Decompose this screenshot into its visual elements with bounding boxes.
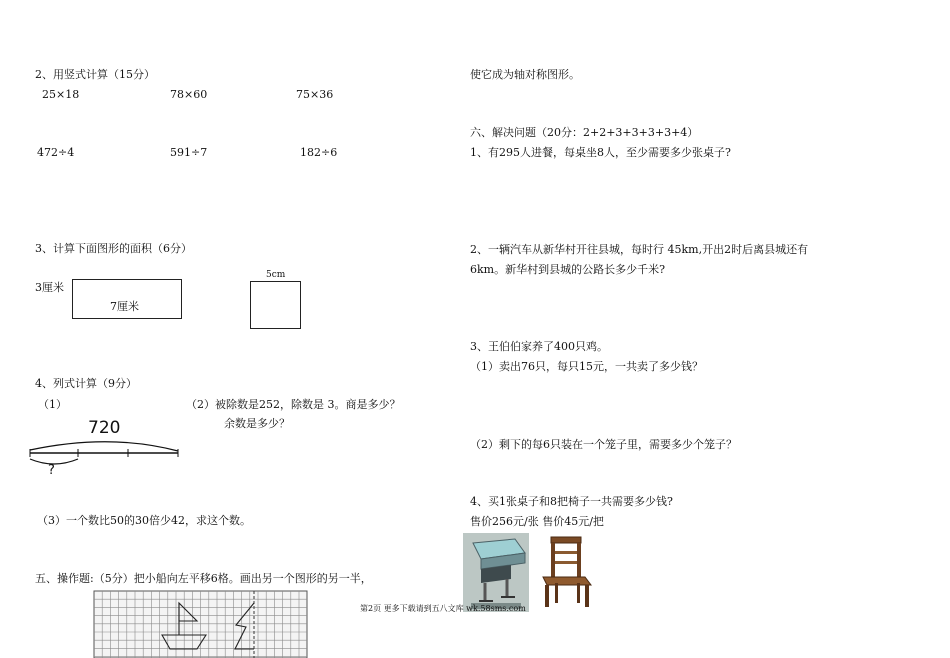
rect-height-label: 3厘米 [35, 281, 64, 294]
calc-2: 78×60 [170, 88, 208, 101]
q5-continuation: 使它成为轴对称图形。 [470, 68, 580, 81]
grid-figure [94, 591, 308, 658]
q3-title: 3、计算下面图形的面积（6分） [35, 242, 192, 255]
problem-2-line1: 2、一辆汽车从新华村开往县城，每时行 45km,开出2时后离县城还有 [470, 243, 809, 256]
chair-image [529, 535, 603, 609]
problem-3-title: 3、王伯伯家养了400只鸡。 [470, 340, 608, 353]
desk-image [463, 533, 529, 612]
square-side-label: 5cm [266, 270, 286, 280]
problem-2-line2: 6km。新华村到县城的公路长多少千米? [470, 263, 665, 276]
diagram-total-label: 720 [88, 418, 121, 438]
q4-part2-line2: 余数是多少？ [224, 417, 290, 430]
calc-6: 182÷6 [300, 146, 338, 159]
q4-part3: （3）一个数比50的30倍少42，求这个数。 [37, 514, 251, 527]
q5-title: 五、操作题:（5分）把小船向左平移6格。画出另一个图形的另一半， [35, 572, 372, 585]
q4-part1-label: （1） [38, 398, 67, 411]
q2-title: 2、用竖式计算（15分） [35, 68, 155, 81]
problem-4-title: 4、买1张桌子和8把椅子一共需要多少钱? [470, 495, 673, 508]
calc-4: 472÷4 [37, 146, 75, 159]
square-shape [250, 281, 301, 329]
calc-5: 591÷7 [170, 146, 208, 159]
problem-3-part2: （2）剩下的每6只装在一个笼子里，需要多少个笼子？ [470, 438, 737, 451]
calc-3: 75×36 [296, 88, 334, 101]
problem-3-part1: （1）卖出76只，每只15元，一共卖了多少钱？ [470, 360, 703, 373]
rect-width-label: 7厘米 [110, 300, 139, 313]
q4-part2-line1: （2）被除数是252，除数是 3。商是多少？ [186, 398, 401, 411]
calc-1: 25×18 [42, 88, 80, 101]
problem-4-prices: 售价256元/张 售价45元/把 [470, 515, 604, 528]
q6-title: 六、解决问题（20分：2+2+3+3+3+3+4） [470, 126, 699, 139]
q4-title: 4、列式计算（9分） [35, 377, 137, 390]
diagram-question-mark: ? [48, 463, 55, 478]
problem-1: 1、有295人进餐，每桌坐8人，至少需要多少张桌子? [470, 146, 731, 159]
page-footer: 第2页 更多下载请到五八文库 wk.58sms.com [360, 604, 526, 613]
